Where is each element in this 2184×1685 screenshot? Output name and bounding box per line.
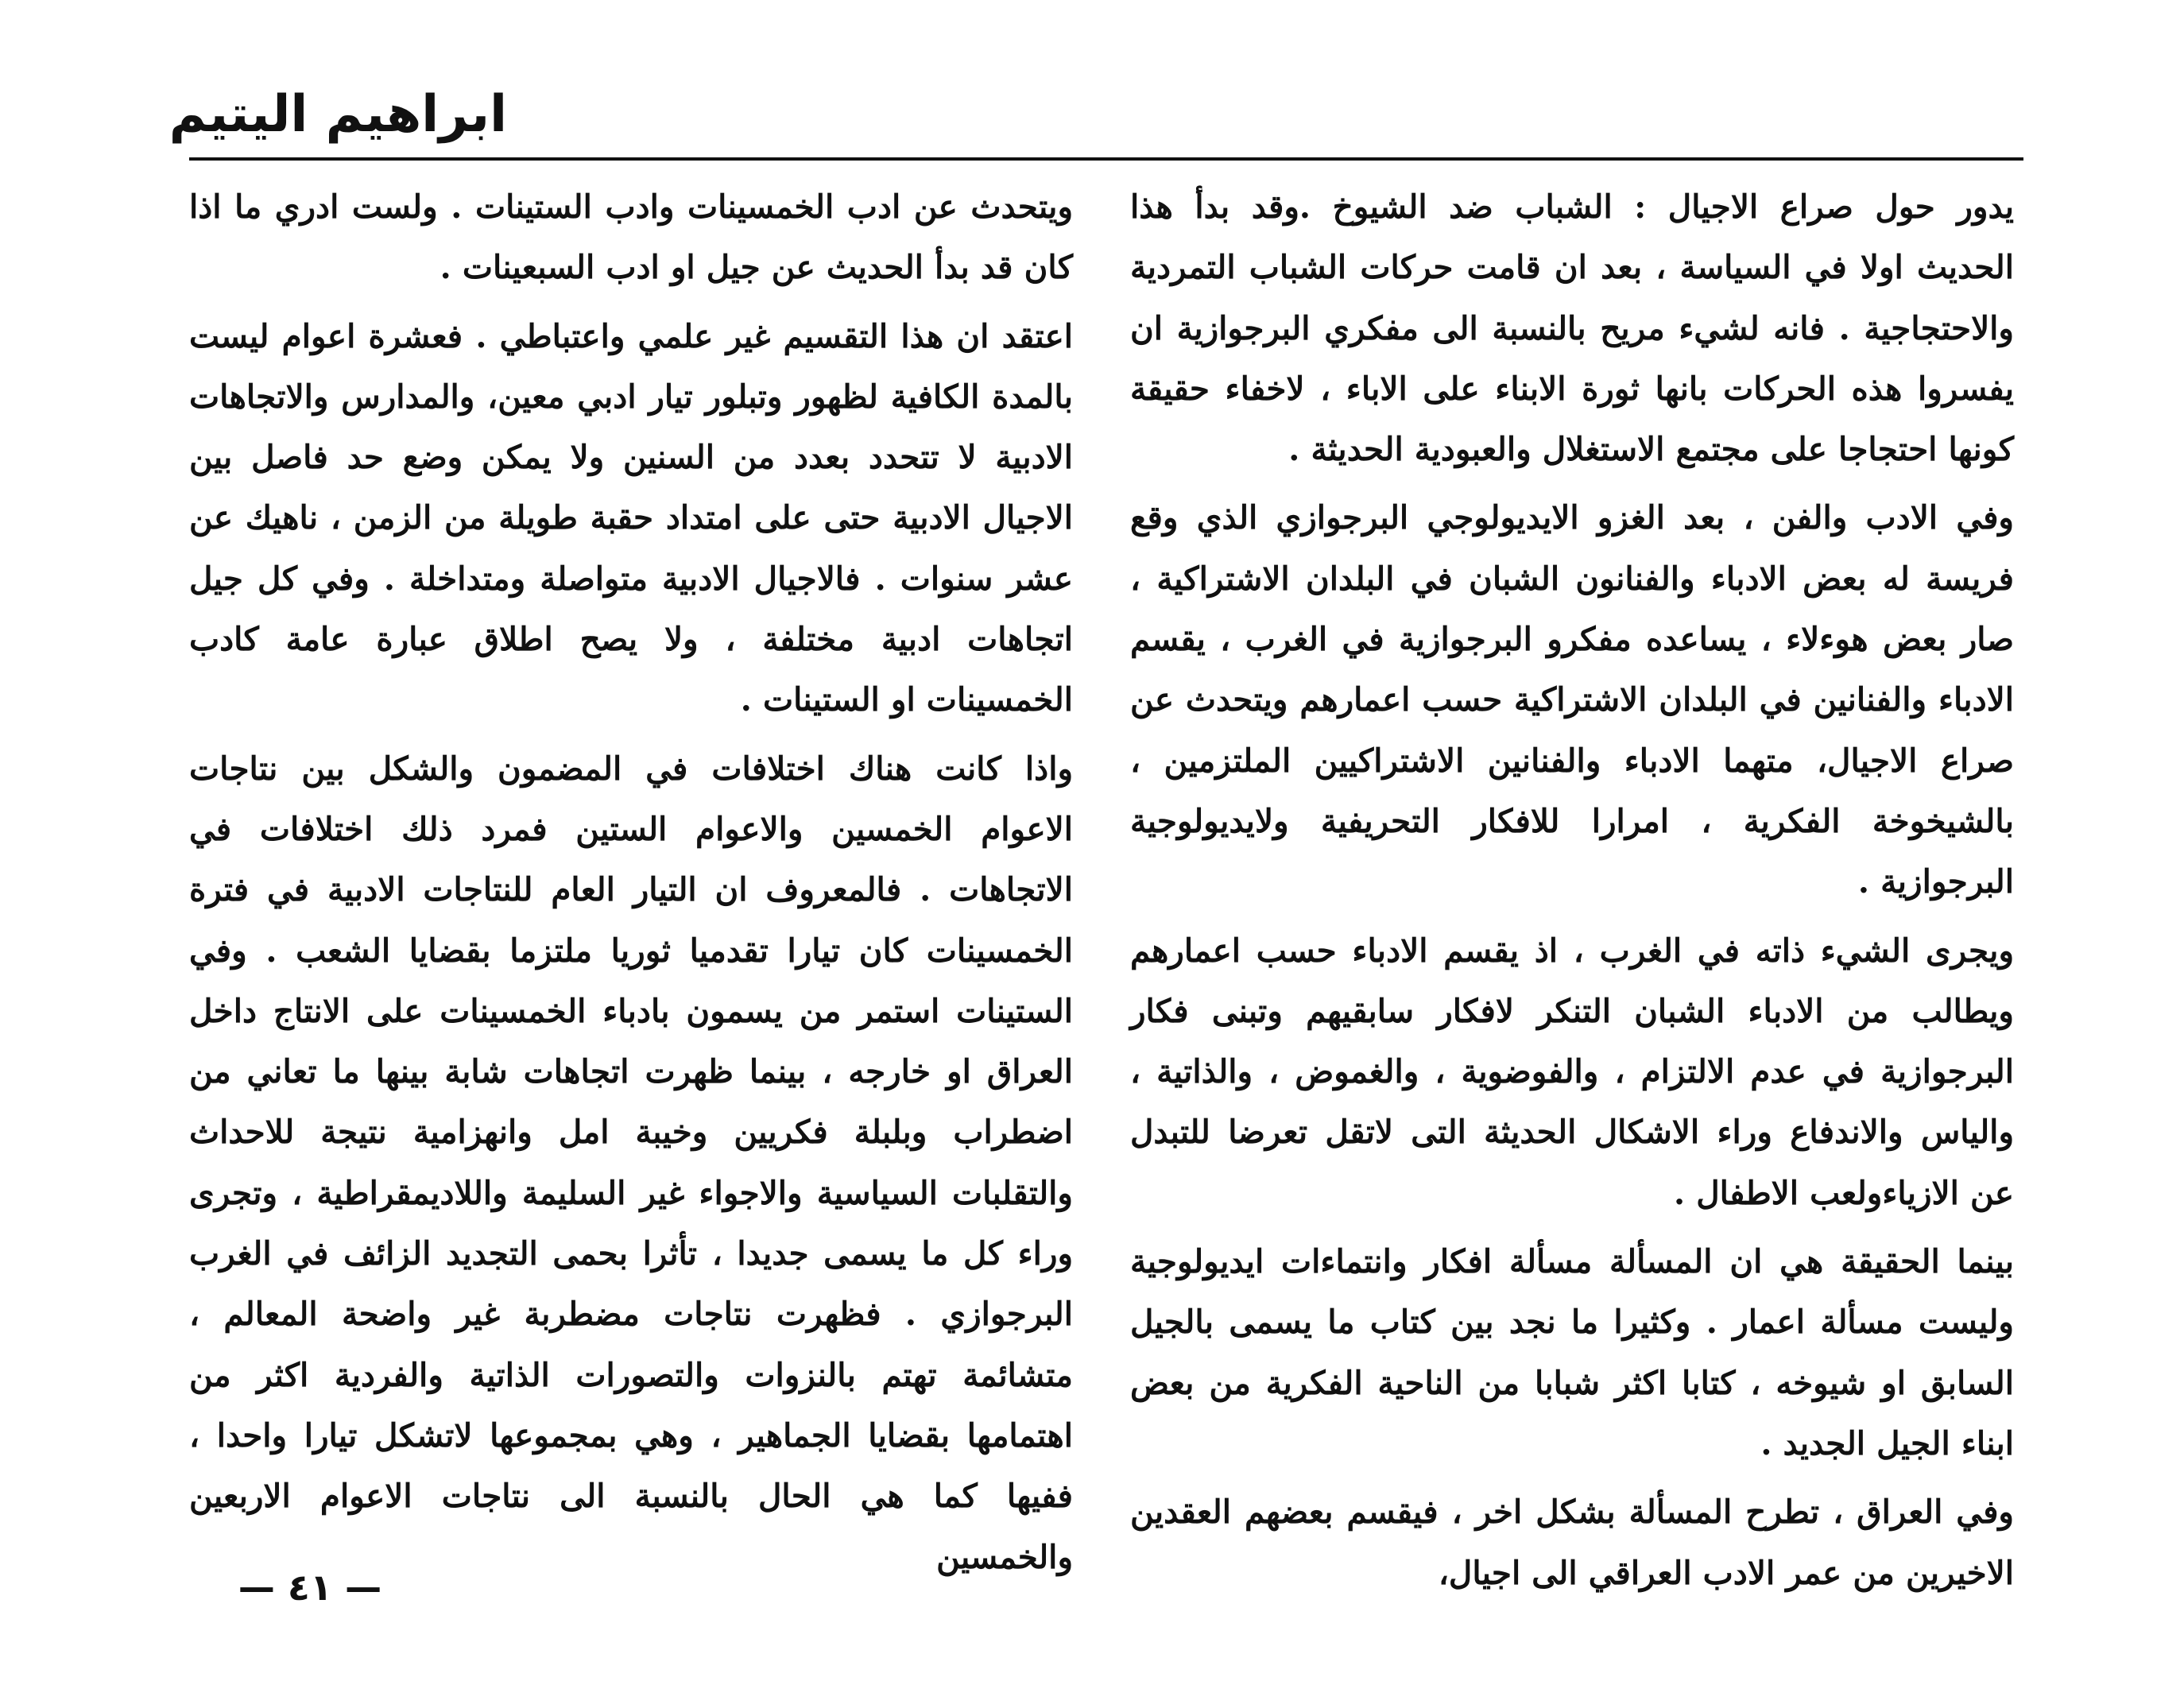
- right-paragraph-3: ويجرى الشيء ذاته في الغرب ، اذ يقسم الادباء حسب اعمارهم ويطالب من الادباء الشبان التنكر لافكار سابقيهم وتبنى فكار البرجوازية في عدم الالتزام ، والفوضوية ، والغموض ، والذاتية ، والياس والاندفاع وراء الاشكال الحديثة التى لاتقل تعرضا للتبدل عن الازياءولعب الاطفال .: [1130, 931, 2014, 1212]
- running-header-author: ابراهيم اليتيم: [168, 85, 507, 144]
- header-divider-rule: [189, 157, 2023, 161]
- right-paragraph-2: وفي الادب والفن ، بعد الغزو الايديولوجي البرجوازي الذي وقع فريسة له بعض الادباء والفنانون الشبان في البلدان الاشتراكية ، صار بعض هوءلاء ، يساعده مفكرو البرجوازية في الغرب ، يقسم الادباء والفنانين في البلدان الاشتراكية حسب اعمارهم ويتحدث عن صراع الاجيال، متهما الادباء والفنانين الاشتراكيين الملتزمين ، بالشيخوخة الفكرية ، امرارا للافكار التحريفية ولايديولوجية البرجوازية .: [1130, 498, 2014, 901]
- right-paragraph-1: يدور حول صراع الاجيال : الشباب ضد الشيوخ .وقد بدأ هذا الحديث اولا في السياسة ، بعد ان قامت حركات الشباب التمردية والاحتجاجية . فانه لشيء مريح بالنسبة الى مفكري البرجوازية ان يفسروا هذه الحركات بانها ثورة الابناء على الاباء ، لاخفاء حقيقة كونها احتجاجا على مجتمع الاستغلال والعبودية الحديثة .: [1130, 188, 2014, 469]
- left-text-column: [189, 176, 1074, 1576]
- left-paragraph-1: ويتحدث عن ادب الخمسينات وادب الستينات . ولست ادري ما اذا كان قد بدأ الحديث عن جيل او ادب السبعينات .: [189, 188, 1073, 287]
- right-paragraph-4: بينما الحقيقة هي ان المسألة مسألة افكار وانتماءات ايديولوجية وليست مسألة اعمار . وكثيرا ما نجد بين كتاب ما يسمى بالجيل السابق او شيوخه ، كتابا اكثر شبابا من الناحية الفكرية من بعض ابناء الجيل الجديد .: [1130, 1242, 2014, 1462]
- right-text-column: [1130, 176, 2014, 1592]
- page-number: — ٤١ —: [238, 1566, 382, 1609]
- left-paragraph-2: اعتقد ان هذا التقسيم غير علمي واعتباطي . فعشرة اعوام ليست بالمدة الكافية لظهور وتبلور تيار ادبي معين، والمدارس والاتجاهات الادبية لا تتحدد بعدد من السنين ولا يمكن وضع حد فاصل بين الاجيال الادبية حتى على امتداد حقبة طويلة من الزمن ، ناهيك عن عشر سنوات . فالاجيال الادبية متواصلة ومتداخلة . وفي كل جيل اتجاهات ادبية مختلفة ، ولا يصح اطلاق عبارة عامة كادب الخمسينات او الستينات .: [189, 316, 1074, 719]
- left-paragraph-3: واذا كانت هناك اختلافات في المضمون والشكل بين نتاجات الاعوام الخمسين والاعوام الستين فمرد ذلك اختلافات في الاتجاهات . فالمعروف ان التيار العام للنتاجات الادبية في فترة الخمسينات كان تيارا تقدميا ثوريا ملتزما بقضايا الشعب . وفي الستينات استمر من يسمون بادباء الخمسينات على الانتاج داخل العراق او خارجه ، بينما ظهرت اتجاهات شابة بينها ما تعاني من اضطراب وبلبلة فكريين وخيبة امل وانهزامية نتيجة للاحداث والتقلبات السياسية والاجواء غير السليمة واللاديمقراطية ، وتجرى وراء كل ما يسمى جديدا ، تأثرا بحمى التجديد الزائف في الغرب البرجوازي . فظهرت نتاجات مضطربة غير واضحة المعالم ، متشائمة تهتم بالنزوات والتصورات الذاتية والفردية اكثر من اهتمامها بقضايا الجماهير ، وهي بمجموعها لاتشكل تيارا واحدا ، ففيها كما هي الحال بالنسبة الى نتاجات الاعوام الاربعين والخمسين: [189, 749, 1073, 1576]
- right-paragraph-5: وفي العراق ، تطرح المسألة بشكل اخر ، فيقسم بعضهم العقدين الاخيرين من عمر الادب العراقي الى اجيال،: [1130, 1493, 2014, 1592]
